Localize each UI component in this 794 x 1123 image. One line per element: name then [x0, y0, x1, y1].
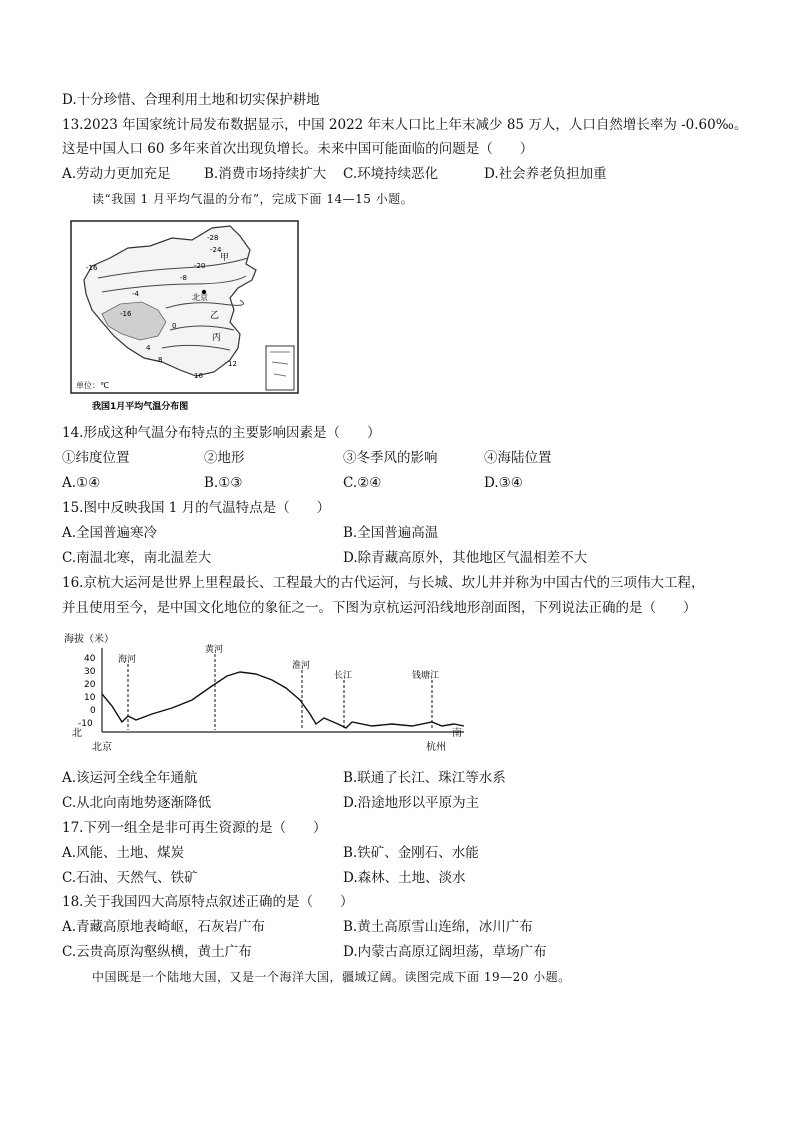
profile-ytick-40: 40	[84, 654, 96, 664]
q14-choice-d: D.③④	[484, 475, 523, 491]
q18-option-a: A.青藏高原地表崎岖，石灰岩广布	[62, 919, 266, 935]
map-isotherm-12: 12	[228, 360, 237, 368]
q16-option-d: D.沿途地形以平原为主	[343, 795, 480, 811]
q15-stem: 15.图中反映我国 1 月的气温特点是（ ）	[62, 500, 331, 516]
q16-stem-line2: 并且使用至今，是中国文化地位的象征之一。下图为京杭运河沿线地形剖面图，下列说法正确的是（ ）	[62, 600, 697, 616]
profile-river-changjiang: 长江	[334, 671, 353, 681]
q17-option-b: B.铁矿、金刚石、水能	[343, 845, 479, 861]
profile-terrain-line	[102, 672, 464, 728]
profile-river-huaihe: 淮河	[292, 661, 311, 671]
q16-option-c: C.从北向南地势逐渐降低	[62, 795, 212, 811]
map-isotherm-n20: -20	[194, 262, 206, 270]
q12-option-d: D.十分珍惜、合理利用土地和切实保护耕地	[62, 92, 320, 108]
profile-south-label: 南	[452, 728, 462, 739]
q13-option-c: C.环境持续恶化	[343, 166, 439, 182]
intro-19-20: 中国既是一个陆地大国，又是一个海洋大国，疆域辽阔。读图完成下面 19—20 小题。	[92, 970, 571, 984]
map-label-yi: 乙	[210, 311, 220, 321]
q18-option-c: C.云贵高原沟壑纵横，黄土广布	[62, 944, 252, 960]
map-isotherm-n4: -4	[132, 290, 139, 298]
q14-stem: 14.形成这种气温分布特点的主要影响因素是（ ）	[62, 425, 381, 441]
q17-option-a: A.风能、土地、煤炭	[62, 845, 185, 861]
profile-svg	[62, 624, 482, 756]
q13-option-b: B.消费市场持续扩大	[204, 166, 327, 182]
map-isotherm-16: 16	[194, 372, 203, 380]
q15-option-c: C.南温北寒，南北温差大	[62, 550, 212, 566]
map-label-beijing: 北京	[192, 293, 208, 302]
map-svg	[62, 218, 302, 416]
q16-option-a: A.该运河全线全年通航	[62, 770, 198, 786]
profile-ytick-30: 30	[84, 667, 96, 677]
map-isotherm-8: 8	[158, 356, 163, 364]
q16-option-b: B.联通了长江、珠江等水系	[343, 770, 506, 786]
map-isotherm-n16-plateau: -16	[120, 310, 132, 318]
q14-option-3: ③冬季风的影响	[343, 450, 438, 466]
q13-stem-line2: 这是中国人口 60 多年来首次出现负增长。未来中国可能面临的问题是（ ）	[62, 141, 534, 157]
q17-stem: 17.下列一组全是非可再生资源的是（ ）	[62, 820, 327, 836]
q14-option-2: ②地形	[204, 450, 245, 466]
profile-ytick-10: 10	[84, 693, 96, 703]
q18-option-d: D.内蒙古高原辽阔坦荡，草场广布	[343, 944, 547, 960]
map-isotherm-n16-west: -16	[86, 264, 98, 272]
profile-ytick-0: 0	[90, 706, 96, 716]
profile-ytick-20: 20	[84, 680, 96, 690]
q14-option-1: ①纬度位置	[62, 450, 130, 466]
profile-river-huanghe: 黄河	[205, 645, 224, 655]
q18-option-b: B.黄土高原雪山连绵，冰川广布	[343, 919, 533, 935]
january-temperature-map	[62, 218, 302, 416]
map-isotherm-n8: -8	[180, 274, 187, 282]
q16-stem-line1: 16.京杭大运河是世界上里程最长、工程最大的古代运河，与长城、坎儿井并称为中国古代的三项伟大工程，	[62, 575, 705, 591]
q14-choice-b: B.①③	[204, 475, 243, 491]
profile-y-axis-label: 海拔（米）	[64, 634, 114, 645]
q14-choice-a: A.①④	[62, 475, 101, 491]
q14-choice-c: C.②④	[343, 475, 382, 491]
map-label-jia: 甲	[220, 253, 230, 263]
profile-start-beijing: 北京	[92, 742, 112, 753]
q13-stem-line1: 13.2023 年国家统计局发布数据显示，中国 2022 年末人口比上年末减少 85 万人，人口自然增长率为 -0.60‰。	[62, 117, 748, 133]
q15-option-d: D.除青藏高原外，其他地区气温相差不大	[343, 550, 588, 566]
map-isotherm-4: 4	[146, 344, 151, 352]
map-label-bing: 丙	[212, 333, 222, 343]
map-isotherm-0: 0	[172, 322, 177, 330]
q18-stem: 18.关于我国四大高原特点叙述正确的是（ ）	[62, 894, 354, 910]
q15-option-b: B.全国普遍高温	[343, 525, 439, 541]
profile-river-qiantangjiang: 钱塘江	[412, 671, 440, 681]
q13-option-a: A.劳动力更加充足	[62, 166, 171, 182]
intro-14-15: 读“我国 1 月平均气温的分布”，完成下面 14—15 小题。	[92, 192, 414, 206]
profile-end-hangzhou: 杭州	[426, 742, 446, 753]
profile-ytick-n10: -10	[78, 719, 93, 729]
grand-canal-profile	[62, 624, 482, 756]
map-caption: 我国1月平均气温分布图	[92, 402, 189, 412]
profile-river-haihe: 海河	[118, 655, 137, 665]
q14-option-4: ④海陆位置	[484, 450, 552, 466]
q15-option-a: A.全国普遍寒冷	[62, 525, 158, 541]
profile-north-label: 北	[72, 728, 82, 739]
map-isotherm-n24: -24	[210, 246, 222, 254]
q17-option-c: C.石油、天然气、铁矿	[62, 870, 198, 886]
q13-option-d: D.社会养老负担加重	[484, 166, 607, 182]
map-isotherm-n28: -28	[207, 234, 219, 242]
q17-option-d: D.森林、土地、淡水	[343, 870, 466, 886]
map-unit-label: 单位：℃	[76, 381, 109, 390]
